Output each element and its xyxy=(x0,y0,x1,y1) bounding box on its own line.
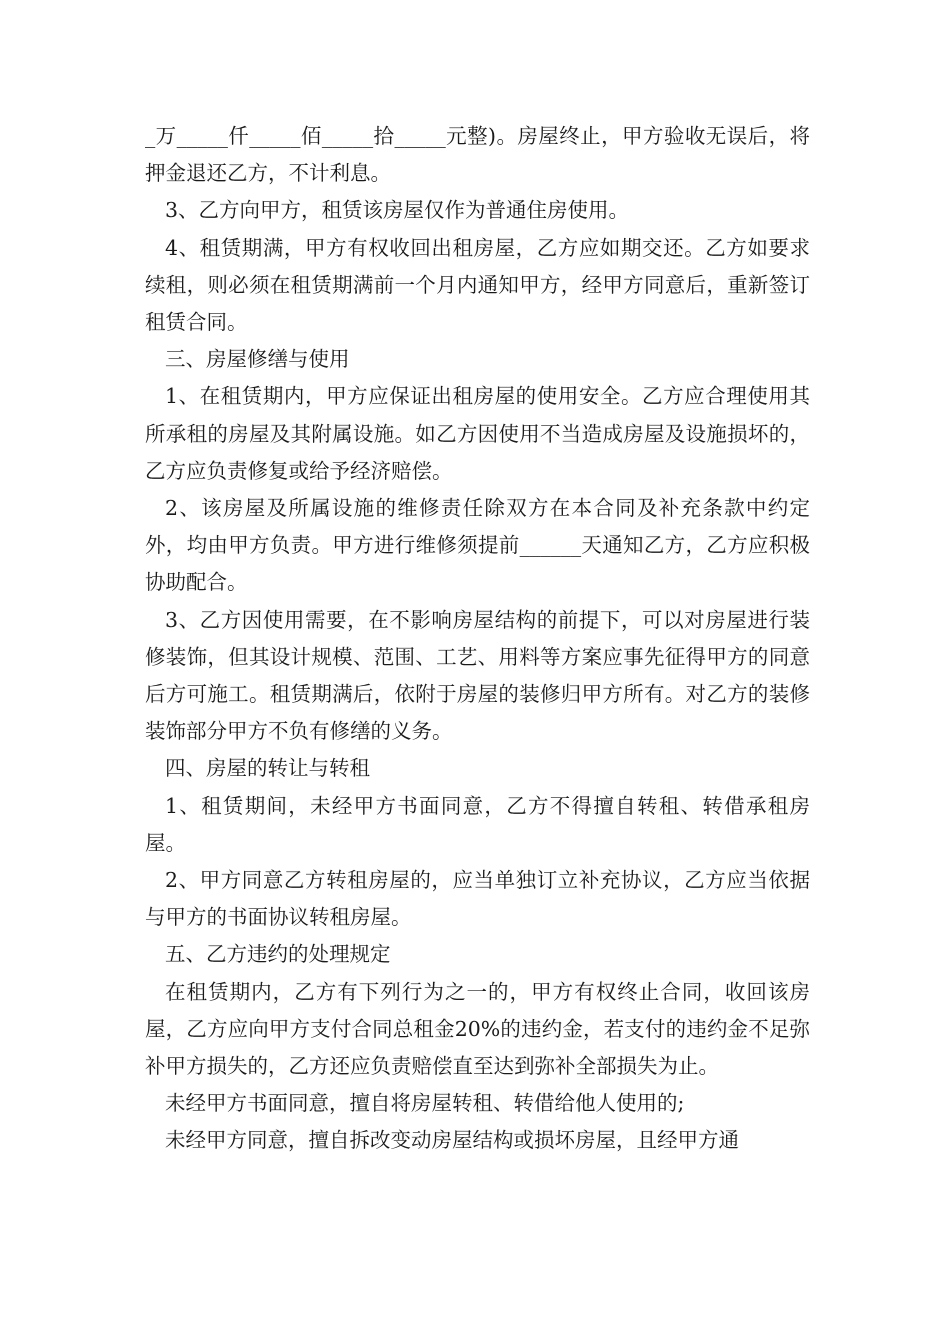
paragraph-deposit-refund: _万_____仟_____佰_____拾_____元整)。房屋终止，甲方验收无误后，将押金退还乙方，不计利息。 xyxy=(145,124,810,186)
section-heading-breach-handling: 五、乙方违约的处理规定 xyxy=(165,942,391,967)
section-heading-repair-and-use: 三、房屋修缮与使用 xyxy=(165,347,350,372)
section-heading-transfer-and-sublet: 四、房屋的转让与转租 xyxy=(165,756,370,781)
paragraph-breach-penalty: 在租赁期内，乙方有下列行为之一的，甲方有权终止合同，收回该房屋，乙方应向甲方支付合同总租金20%的违约金，若支付的违约金不足弥补甲方损失的，乙方还应负责赔偿直至达到弥补全部损失为止。 xyxy=(145,979,810,1079)
paragraph-breach-item-alteration: 未经甲方同意，擅自拆改变动房屋结构或损坏房屋，且经甲方通 xyxy=(165,1128,739,1153)
paragraph-lease-renewal: 4、租赁期满，甲方有权收回出租房屋，乙方应如期交还。乙方如要求续租，则必须在租赁期满前一个月内通知甲方，经甲方同意后，重新签订租赁合同。 xyxy=(145,235,810,335)
paragraph-sublet-agreement: 2、甲方同意乙方转租房屋的，应当单独订立补充协议，乙方应当依据与甲方的书面协议转租房屋。 xyxy=(145,868,810,930)
paragraph-residential-use: 3、乙方向甲方，租赁该房屋仅作为普通住房使用。 xyxy=(165,198,630,223)
paragraph-sublet-prohibition: 1、租赁期间，未经甲方书面同意，乙方不得擅自转租、转借承租房屋。 xyxy=(145,793,810,855)
paragraph-use-safety: 1、在租赁期内，甲方应保证出租房屋的使用安全。乙方应合理使用其所承租的房屋及其附属设施。如乙方因使用不当造成房屋及设施损坏的，乙方应负责修复或给予经济赔偿。 xyxy=(145,384,810,483)
paragraph-breach-item-sublet: 未经甲方书面同意，擅自将房屋转租、转借给他人使用的; xyxy=(165,1091,685,1116)
document-body xyxy=(145,118,810,1160)
paragraph-maintenance-responsibility: 2、该房屋及所属设施的维修责任除双方在本合同及补充条款中约定外，均由甲方负责。甲方进行维修须提前______天通知乙方，乙方应积极协助配合。 xyxy=(145,496,810,595)
paragraph-renovation: 3、乙方因使用需要，在不影响房屋结构的前提下，可以对房屋进行装修装饰，但其设计规模、范围、工艺、用料等方案应事先征得甲方的同意后方可施工。租赁期满后，依附于房屋的装修归甲方所有。对乙方的装修装饰部分甲方不负有修缮的义务。 xyxy=(145,607,810,744)
